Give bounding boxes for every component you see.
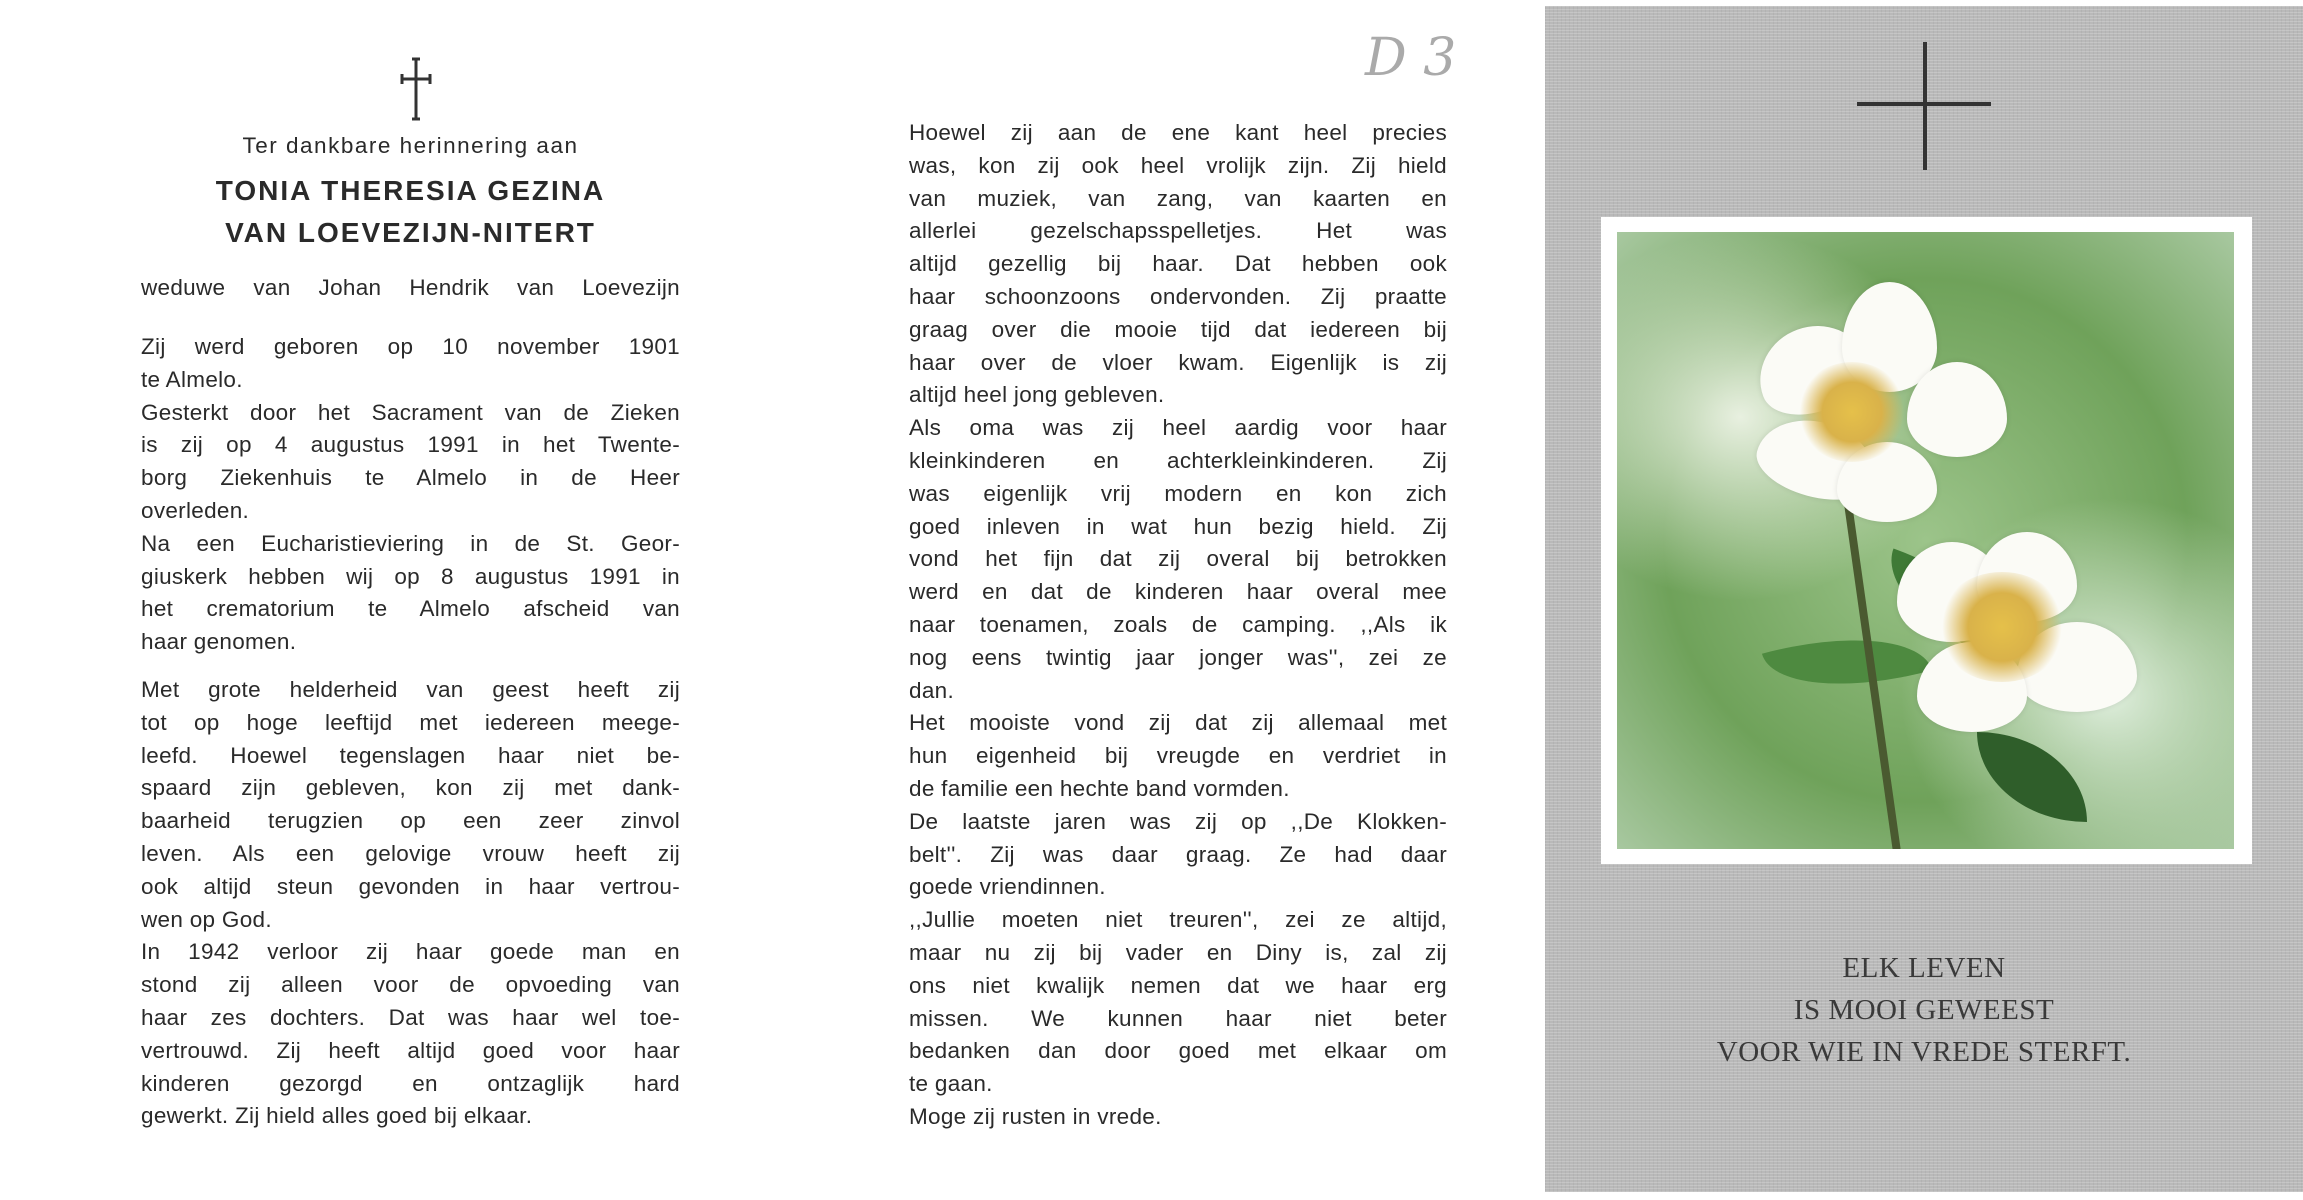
cross-icon bbox=[398, 57, 434, 123]
text-line: werd en dat de kinderen haar overal mee bbox=[909, 579, 1447, 605]
text-line: goed inleven in wat hun bezig hield. Zij bbox=[909, 513, 1447, 539]
text-line: tot op hoge leeftijd met iedereen meege- bbox=[141, 709, 680, 735]
intro-text: Ter dankbare herinnering aan bbox=[242, 133, 579, 158]
text-line: goede vriendinnen. bbox=[909, 874, 1106, 900]
text-line: spaard zijn gebleven, kon zij met dank- bbox=[141, 775, 680, 801]
photo-frame bbox=[1601, 217, 2252, 864]
cross-icon bbox=[1857, 42, 1993, 172]
text-line: kleinkinderen en achterkleinkinderen. Zij bbox=[909, 447, 1447, 473]
text-line: nog eens twintig jaar jonger was'', zei ze bbox=[909, 644, 1447, 670]
text-line: van muziek, van zang, van kaarten en bbox=[909, 185, 1447, 211]
text-line: Hoewel zij aan de ene kant heel precies bbox=[909, 120, 1447, 145]
deceased-name-line2: VAN LOEVEZIJN-NITERT bbox=[225, 217, 596, 248]
text-line: overleden. bbox=[141, 497, 250, 523]
text-line: Het mooiste vond zij dat zij allemaal met bbox=[909, 710, 1447, 736]
text-line: altijd heel jong gebleven. bbox=[909, 382, 1165, 408]
text-line: Met grote helderheid van geest heeft zij bbox=[141, 676, 680, 702]
text-line: bedanken dan door goed met elkaar om bbox=[909, 1038, 1447, 1064]
text-line: naar toenamen, zoals de camping. ,,Als ik bbox=[909, 611, 1447, 637]
verse-line-2: IS MOOI GEWEEST bbox=[1793, 994, 2055, 1026]
biography-left bbox=[141, 331, 680, 1133]
text-line: dan. bbox=[909, 677, 954, 703]
text-line: borg Ziekenhuis te Almelo in de Heer bbox=[141, 465, 680, 491]
text-line: missen. We kunnen haar niet beter bbox=[909, 1005, 1447, 1031]
handwritten-mark: D 3 bbox=[1365, 28, 1457, 88]
text-line: allerlei gezelschapsspelletjes. Het was bbox=[909, 218, 1447, 244]
text-line: maar nu zij bij vader en Diny is, zal zij bbox=[909, 939, 1447, 965]
text-line: leven. Als een gelovige vrouw heeft zij bbox=[141, 840, 680, 866]
verse-line-3: VOOR WIE IN VREDE STERFT. bbox=[1716, 1036, 2132, 1068]
text-line: te Almelo. bbox=[141, 366, 243, 392]
text-line: was eigenlijk vrij modern en kon zich bbox=[909, 480, 1447, 506]
text-line: giuskerk hebben wij op 8 augustus 1991 in bbox=[141, 563, 680, 589]
text-line: belt''. Zij was daar graag. Ze had daar bbox=[909, 841, 1447, 867]
text-line: vond het fijn dat zij overal bij betrokken bbox=[909, 546, 1447, 572]
text-line: altijd gezellig bij haar. Dat hebben ook bbox=[909, 251, 1447, 277]
deceased-name-line1: TONIA THERESIA GEZINA bbox=[215, 175, 606, 206]
text-line: te gaan. bbox=[909, 1071, 993, 1097]
text-line: wen op God. bbox=[141, 906, 272, 932]
text-line: haar over de vloer kwam. Eigenlijk is zij bbox=[909, 349, 1447, 375]
text-line: haar genomen. bbox=[141, 629, 297, 655]
text-line: het crematorium te Almelo afscheid van bbox=[141, 596, 680, 622]
biography-middle bbox=[909, 117, 1447, 1134]
text-line: vertrouwd. Zij heeft altijd goed voor haar bbox=[141, 1037, 680, 1063]
text-line: Na een Eucharistieviering in de St. Geor- bbox=[141, 530, 680, 556]
widow-of-text bbox=[141, 272, 680, 305]
flower-photo bbox=[1617, 232, 2234, 849]
text-line: gewerkt. Zij hield alles goed bij elkaar. bbox=[141, 1103, 533, 1129]
text-line: was, kon zij ook heel vrolijk zijn. Zij hield bbox=[909, 152, 1447, 178]
cover-panel bbox=[1545, 6, 2303, 1192]
text-line: Zij werd geboren op 10 november 1901 bbox=[141, 334, 680, 359]
text-line: baarheid terugzien op een zeer zinvol bbox=[141, 808, 680, 834]
text-line: de familie een hechte band vormden. bbox=[909, 775, 1290, 801]
text-line: is zij op 4 augustus 1991 in het Twente- bbox=[141, 432, 680, 458]
text-line: hun eigenheid bij vreugde en verdriet in bbox=[909, 743, 1447, 769]
text-line: haar zes dochters. Dat was haar wel toe- bbox=[141, 1004, 680, 1030]
text-line: In 1942 verloor zij haar goede man en bbox=[141, 939, 680, 965]
text-line: ons niet kwalijk nemen dat we haar erg bbox=[909, 972, 1447, 998]
text-line: ,,Jullie moeten niet treuren'', zei ze altijd, bbox=[909, 907, 1447, 933]
text-line: graag over die mooie tijd dat iedereen bij bbox=[909, 316, 1447, 342]
text-line: Moge zij rusten in vrede. bbox=[909, 1103, 1162, 1129]
verse-line-1: ELK LEVEN bbox=[1842, 952, 2006, 984]
text-line: leefd. Hoewel tegenslagen haar niet be- bbox=[141, 742, 680, 768]
text-line: kinderen gezorgd en ontzaglijk hard bbox=[141, 1070, 680, 1096]
text-line: ook altijd steun gevonden in haar vertrou- bbox=[141, 873, 680, 899]
text-line: stond zij alleen voor de opvoeding van bbox=[141, 972, 680, 998]
text-line: De laatste jaren was zij op ,,De Klokken- bbox=[909, 808, 1447, 834]
widow-of-line: weduwe van Johan Hendrik van Loevezijn bbox=[141, 275, 680, 300]
text-line: haar schoonzoons ondervonden. Zij praatte bbox=[909, 283, 1447, 309]
text-line: Gesterkt door het Sacrament van de Zieken bbox=[141, 399, 680, 425]
text-line: Als oma was zij heel aardig voor haar bbox=[909, 415, 1447, 441]
